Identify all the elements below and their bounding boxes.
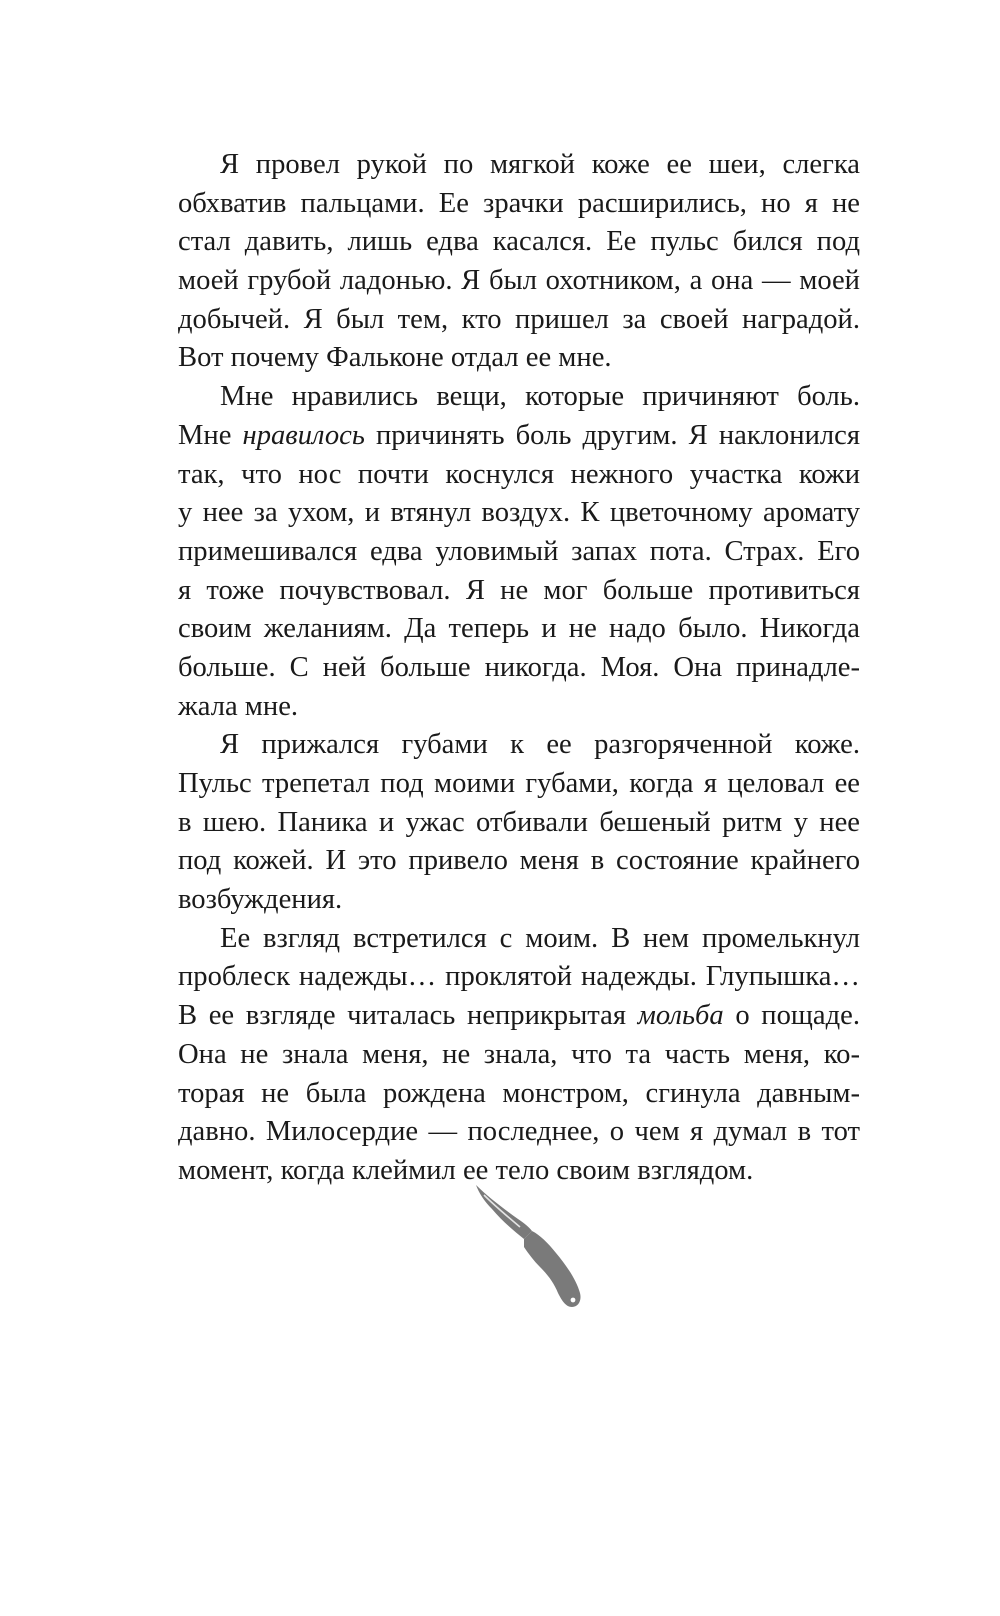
paragraph [178, 146, 860, 378]
text-line [178, 958, 860, 997]
text-segment: Пульс трепетал под моими губами, когда я целовал ее [178, 768, 860, 799]
text-segment: у нее за ухом, и втянул воздух. К цветочному аромату [178, 497, 860, 529]
text-line [178, 262, 860, 301]
text-line [178, 572, 860, 611]
text-line [178, 688, 860, 727]
text-segment: возбуждения. [178, 884, 343, 916]
text-line [178, 456, 860, 495]
text-segment: так, что нос почти коснулся нежного участка кожи [178, 458, 860, 490]
knife-edge-line [484, 1195, 520, 1227]
text-segment: В ее взгляде читалась неприкрытая [178, 1000, 638, 1032]
text-segment: моей грубой ладонью. Я был охотником, а она — моей [178, 265, 860, 297]
italic-word: нравилось [242, 419, 365, 451]
paragraph [178, 726, 860, 919]
text-segment: я тоже почувствовал. Я не мог больше противиться [178, 574, 860, 606]
knife-blade [476, 1185, 532, 1239]
text-segment: добычей. Я был тем, кто пришел за своей наградой. [178, 303, 860, 335]
text-segment: жала мне. [178, 690, 299, 722]
text-segment: Я прижался губами к ее разгоряченной коже. [220, 729, 860, 761]
italic-word: мольба [637, 1000, 724, 1032]
text-segment: обхватив пальцами. Ее зрачки расширились, но я не [178, 187, 860, 219]
text-segment: о пощаде. [723, 1000, 860, 1032]
knife-handle [524, 1231, 581, 1307]
text-segment: торая не была рождена монстром, сгинула давным- [178, 1077, 860, 1109]
text-line [178, 842, 860, 881]
text-line [178, 223, 860, 262]
text-line [178, 726, 860, 765]
text-segment: в шею. Паника и ужас отбивали бешеный ритм у нее [178, 806, 860, 838]
text-segment: проблеск надежды… проклятой надежды. Глупышка… [178, 961, 860, 993]
text-line [178, 1036, 860, 1075]
text-segment: больше. С ней больше никогда. Моя. Она принадле- [178, 651, 860, 683]
knife-icon [474, 1183, 586, 1313]
paragraph [178, 378, 860, 726]
body-text [178, 146, 860, 1191]
text-line [178, 1075, 860, 1114]
text-segment: примешивался едва уловимый запах пота. Страх. Его [178, 535, 860, 567]
text-segment: Она не знала меня, не знала, что та часть меня, ко- [178, 1038, 860, 1070]
text-line [178, 649, 860, 688]
text-line [178, 533, 860, 572]
text-line [178, 185, 860, 224]
text-segment: Я провел рукой по мягкой коже ее шеи, слегка [220, 149, 860, 180]
text-line [178, 881, 860, 920]
text-line [178, 378, 860, 417]
text-segment: причинять боль другим. Я наклонился [364, 419, 860, 451]
text-line [178, 494, 860, 533]
text-line [178, 146, 860, 185]
text-line [178, 1113, 860, 1152]
text-line [178, 610, 860, 649]
text-line [178, 920, 860, 959]
text-line [178, 765, 860, 804]
text-segment: Мне нравились вещи, которые причиняют боль. [220, 381, 860, 413]
text-segment: Мне [178, 419, 243, 451]
text-line [178, 417, 860, 456]
text-line [178, 301, 860, 340]
text-segment: момент, когда клеймил ее тело своим взглядом. [178, 1154, 754, 1186]
paragraph [178, 920, 860, 1191]
text-segment: давно. Милосердие — последнее, о чем я думал в тот [178, 1116, 860, 1148]
text-line [178, 804, 860, 843]
knife-handle-hole [571, 1298, 576, 1303]
text-segment: Вот почему Фальконе отдал ее мне. [178, 342, 612, 374]
text-segment: Ее взгляд встретился с моим. В нем промелькнул [220, 922, 860, 954]
text-segment: стал давить, лишь едва касался. Ее пульс бился под [178, 226, 860, 258]
text-segment: под кожей. И это привело меня в состояние крайнего [178, 845, 860, 877]
text-line [178, 339, 860, 378]
text-segment: своим желаниям. Да теперь и не надо было. Никогда [178, 613, 860, 645]
text-line [178, 997, 860, 1036]
